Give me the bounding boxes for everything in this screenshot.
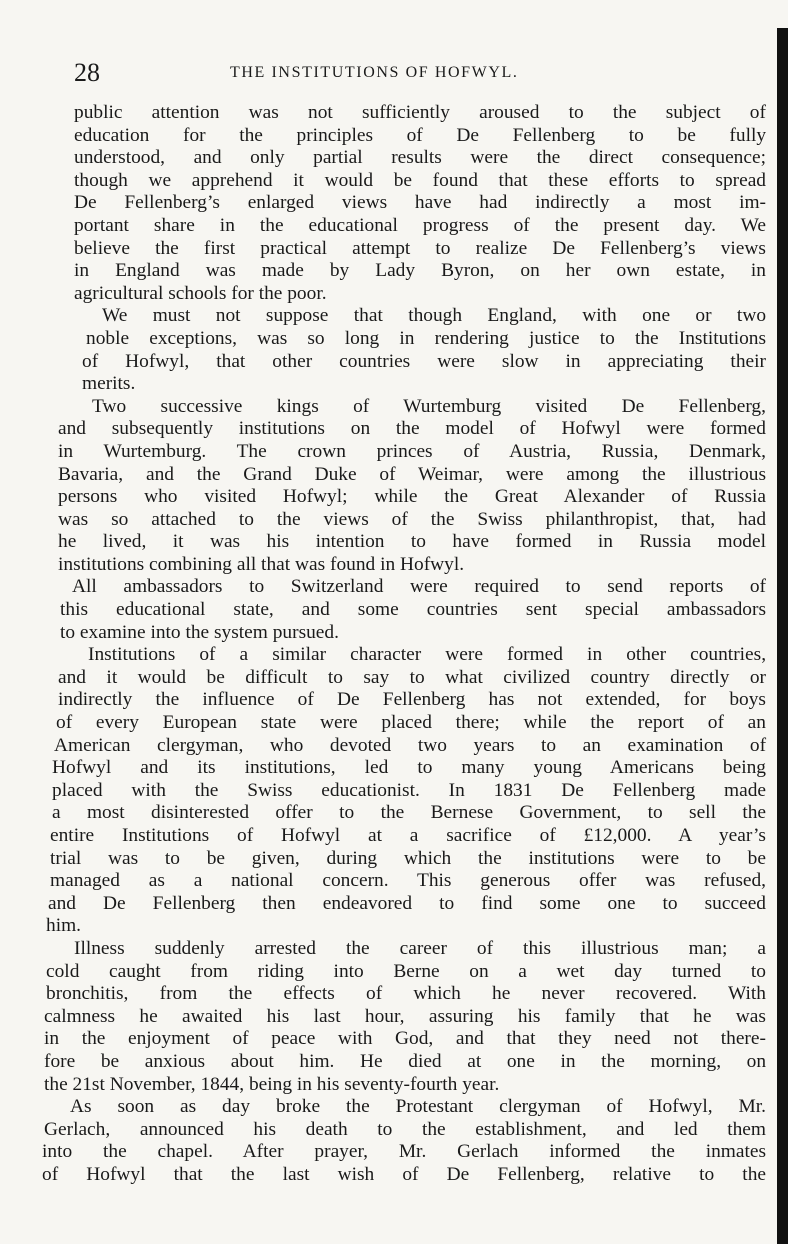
page-number: 28 <box>74 58 100 87</box>
text-line: though we apprehend it would be found that these efforts to spread <box>74 169 767 191</box>
text-line: bronchitis, from the effects of which he never recovered. With <box>46 983 766 1005</box>
text-line: of Hofwyl that the last wish of De Fellenberg, relative to the <box>42 1163 766 1185</box>
text-line: persons who visited Hofwyl; while the Great Alexander of Russia <box>58 486 766 508</box>
text-line: and subsequently institutions on the model of Hofwyl were formed <box>58 418 766 440</box>
text-line: Institutions of a similar character were formed in other countries, <box>88 644 767 666</box>
text-line: Gerlach, announced his death to the establishment, and led them <box>44 1118 766 1140</box>
text-line: in England was made by Lady Byron, on her own estate, in <box>74 260 766 282</box>
text-line: in the enjoyment of peace with God, and that they need not there- <box>44 1028 766 1050</box>
text-line: Hofwyl and its institutions, led to many young Americans being <box>52 757 767 779</box>
paragraph <box>40 644 766 938</box>
text-line: American clergyman, who devoted two years to an examination of <box>54 734 767 756</box>
text-line: this educational state, and some countries sent special ambassadors <box>60 599 766 621</box>
text-line: calmness he awaited his last hour, assuring his family that he was <box>44 1005 766 1027</box>
page-header <box>74 58 744 88</box>
page-body <box>40 102 766 1187</box>
text-line: placed with the Swiss educationist. In 1831 De Fellenberg made <box>52 779 767 801</box>
running-head: THE INSTITUTIONS OF HOFWYL. <box>230 64 519 81</box>
text-line: indirectly the influence of De Fellenberg has not extended, for boys <box>58 689 766 711</box>
text-line: of every European state were placed there; while the report of an <box>56 712 766 734</box>
text-line: fore be anxious about him. He died at one in the morning, on <box>44 1050 767 1072</box>
text-line: into the chapel. After prayer, Mr. Gerlach informed the inmates <box>42 1141 767 1163</box>
text-line: merits. <box>82 373 136 395</box>
text-line: We must not suppose that though England, with one or two <box>102 305 767 327</box>
text-line: of Hofwyl, that other countries were slow in appreciating their <box>82 350 766 372</box>
text-line: education for the principles of De Fellenberg to be fully <box>74 124 767 146</box>
text-line: to examine into the system pursued. <box>60 621 339 643</box>
text-line: Two successive kings of Wurtemburg visited De Fellenberg, <box>92 395 766 417</box>
text-line: entire Institutions of Hofwyl at a sacrifice of £12,000. A year’s <box>50 825 766 846</box>
text-line: institutions combining all that was found in Hofwyl. <box>58 553 465 575</box>
text-line: a most disinterested offer to the Bernese Government, to sell the <box>52 802 767 824</box>
text-line: noble exceptions, was so long in rendering justice to the Institutions <box>86 327 767 349</box>
book-binding-edge <box>777 28 788 1244</box>
paragraph <box>40 576 766 644</box>
text-line: Illness suddenly arrested the career of this illustrious man; a <box>74 937 766 959</box>
text-line: he lived, it was his intention to have formed in Russia model <box>58 531 766 553</box>
paragraph <box>40 102 766 305</box>
text-line: managed as a national concern. This generous offer was refused, <box>50 870 767 892</box>
paragraph <box>40 938 766 1096</box>
text-line: the 21st November, 1844, being in his seventy-fourth year. <box>44 1073 500 1095</box>
text-line: As soon as day broke the Protestant clergyman of Hofwyl, Mr. <box>70 1096 766 1118</box>
text-line: and it would be difficult to say to what civilized country directly or <box>58 666 766 688</box>
text-line: portant share in the educational progress of the present day. We <box>74 214 766 236</box>
paragraph <box>40 305 766 395</box>
text-line: understood, and only partial results were the direct consequence; <box>74 147 766 169</box>
text-line: De Fellenberg’s enlarged views have had indirectly a most im- <box>74 192 766 214</box>
paragraph <box>40 1096 766 1186</box>
text-line: trial was to be given, during which the institutions were to be <box>50 847 766 869</box>
text-line: him. <box>46 915 82 937</box>
text-line: was so attached to the views of the Swiss philanthropist, that, had <box>58 508 767 530</box>
paragraph <box>40 396 766 577</box>
text-line: believe the first practical attempt to realize De Fellenberg’s views <box>74 237 766 259</box>
text-line: All ambassadors to Switzerland were required to send reports of <box>72 576 767 598</box>
text-line: Bavaria, and the Grand Duke of Weimar, were among the illustrious <box>58 463 767 485</box>
text-line: and De Fellenberg then endeavored to find some one to succeed <box>48 892 766 914</box>
text-line: cold caught from riding into Berne on a wet day turned to <box>46 960 766 982</box>
text-line: in Wurtemburg. The crown princes of Austria, Russia, Denmark, <box>58 440 767 462</box>
text-line: agricultural schools for the poor. <box>74 282 327 304</box>
text-line: public attention was not sufficiently aroused to the subject of <box>74 102 766 123</box>
